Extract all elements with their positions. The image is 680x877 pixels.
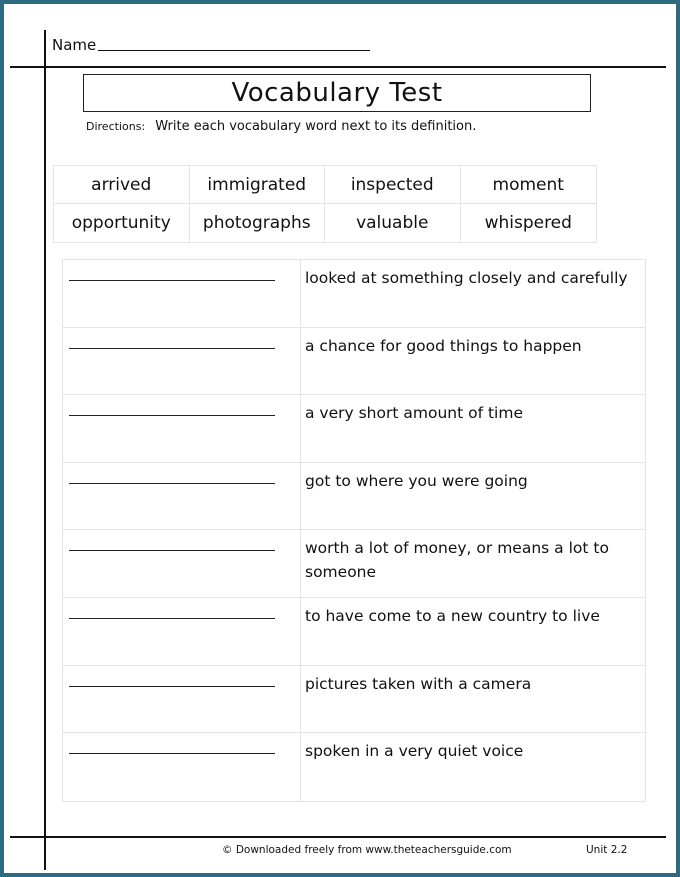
answer-blank-line[interactable] [69, 483, 275, 484]
definition-row [63, 395, 645, 463]
definition-text: to have come to a new country to live [305, 606, 600, 625]
definition-text: a chance for good things to happen [305, 336, 582, 355]
word-bank-cell: photographs [190, 204, 326, 242]
definition-row [63, 328, 645, 396]
footer-rule [10, 836, 666, 838]
answer-cell [63, 733, 301, 801]
word-bank-cell: valuable [325, 204, 461, 242]
footer-unit: Unit 2.2 [586, 844, 628, 856]
definition-row [63, 666, 645, 734]
definition-text: pictures taken with a camera [305, 674, 532, 693]
answer-blank-line[interactable] [69, 415, 275, 416]
header-rule [10, 66, 666, 68]
definition-text: a very short amount of time [305, 404, 523, 423]
answer-blank-line[interactable] [69, 753, 275, 754]
answer-cell [63, 260, 301, 327]
name-blank-line[interactable] [98, 50, 370, 51]
word-bank-cell: arrived [54, 166, 190, 204]
word-bank [53, 165, 597, 243]
answer-blank-line[interactable] [69, 550, 275, 551]
word-bank-cell: immigrated [190, 166, 326, 204]
worksheet-page [4, 4, 676, 873]
page-title: Vocabulary Test [83, 74, 591, 112]
definition-text: looked at something closely and carefully [305, 269, 628, 287]
definition-row [63, 463, 645, 531]
directions-text: Write each vocabulary word next to its definition. [155, 119, 477, 134]
answer-cell [63, 463, 301, 530]
name-label: Name [52, 36, 97, 54]
word-bank-cell: moment [461, 166, 597, 204]
answer-cell [63, 328, 301, 395]
name-field-row [52, 32, 370, 54]
answer-blank-line[interactable] [69, 348, 275, 349]
definition-row [63, 733, 645, 801]
answer-blank-line[interactable] [69, 686, 275, 687]
definition-text: worth a lot of money, or means a lot to someone [305, 539, 609, 582]
word-bank-cell: opportunity [54, 204, 190, 242]
word-bank-cell: whispered [484, 213, 572, 233]
margin-vertical-rule [44, 30, 46, 870]
footer-source: © Downloaded freely from www.theteachersguide.com [222, 844, 512, 856]
definition-row [63, 530, 645, 598]
answer-cell [63, 598, 301, 665]
answer-blank-line[interactable] [69, 618, 275, 619]
word-bank-cell: inspected [325, 166, 461, 204]
directions-label: Directions: [86, 120, 146, 133]
definition-row [63, 598, 645, 666]
directions [86, 119, 476, 134]
answer-cell [63, 530, 301, 597]
definition-text: got to where you were going [305, 471, 528, 490]
definition-row [63, 260, 645, 328]
answer-cell [63, 666, 301, 733]
definition-text: spoken in a very quiet voice [305, 742, 524, 761]
definitions-table [62, 259, 646, 802]
answer-blank-line[interactable] [69, 280, 275, 281]
answer-cell [63, 395, 301, 462]
